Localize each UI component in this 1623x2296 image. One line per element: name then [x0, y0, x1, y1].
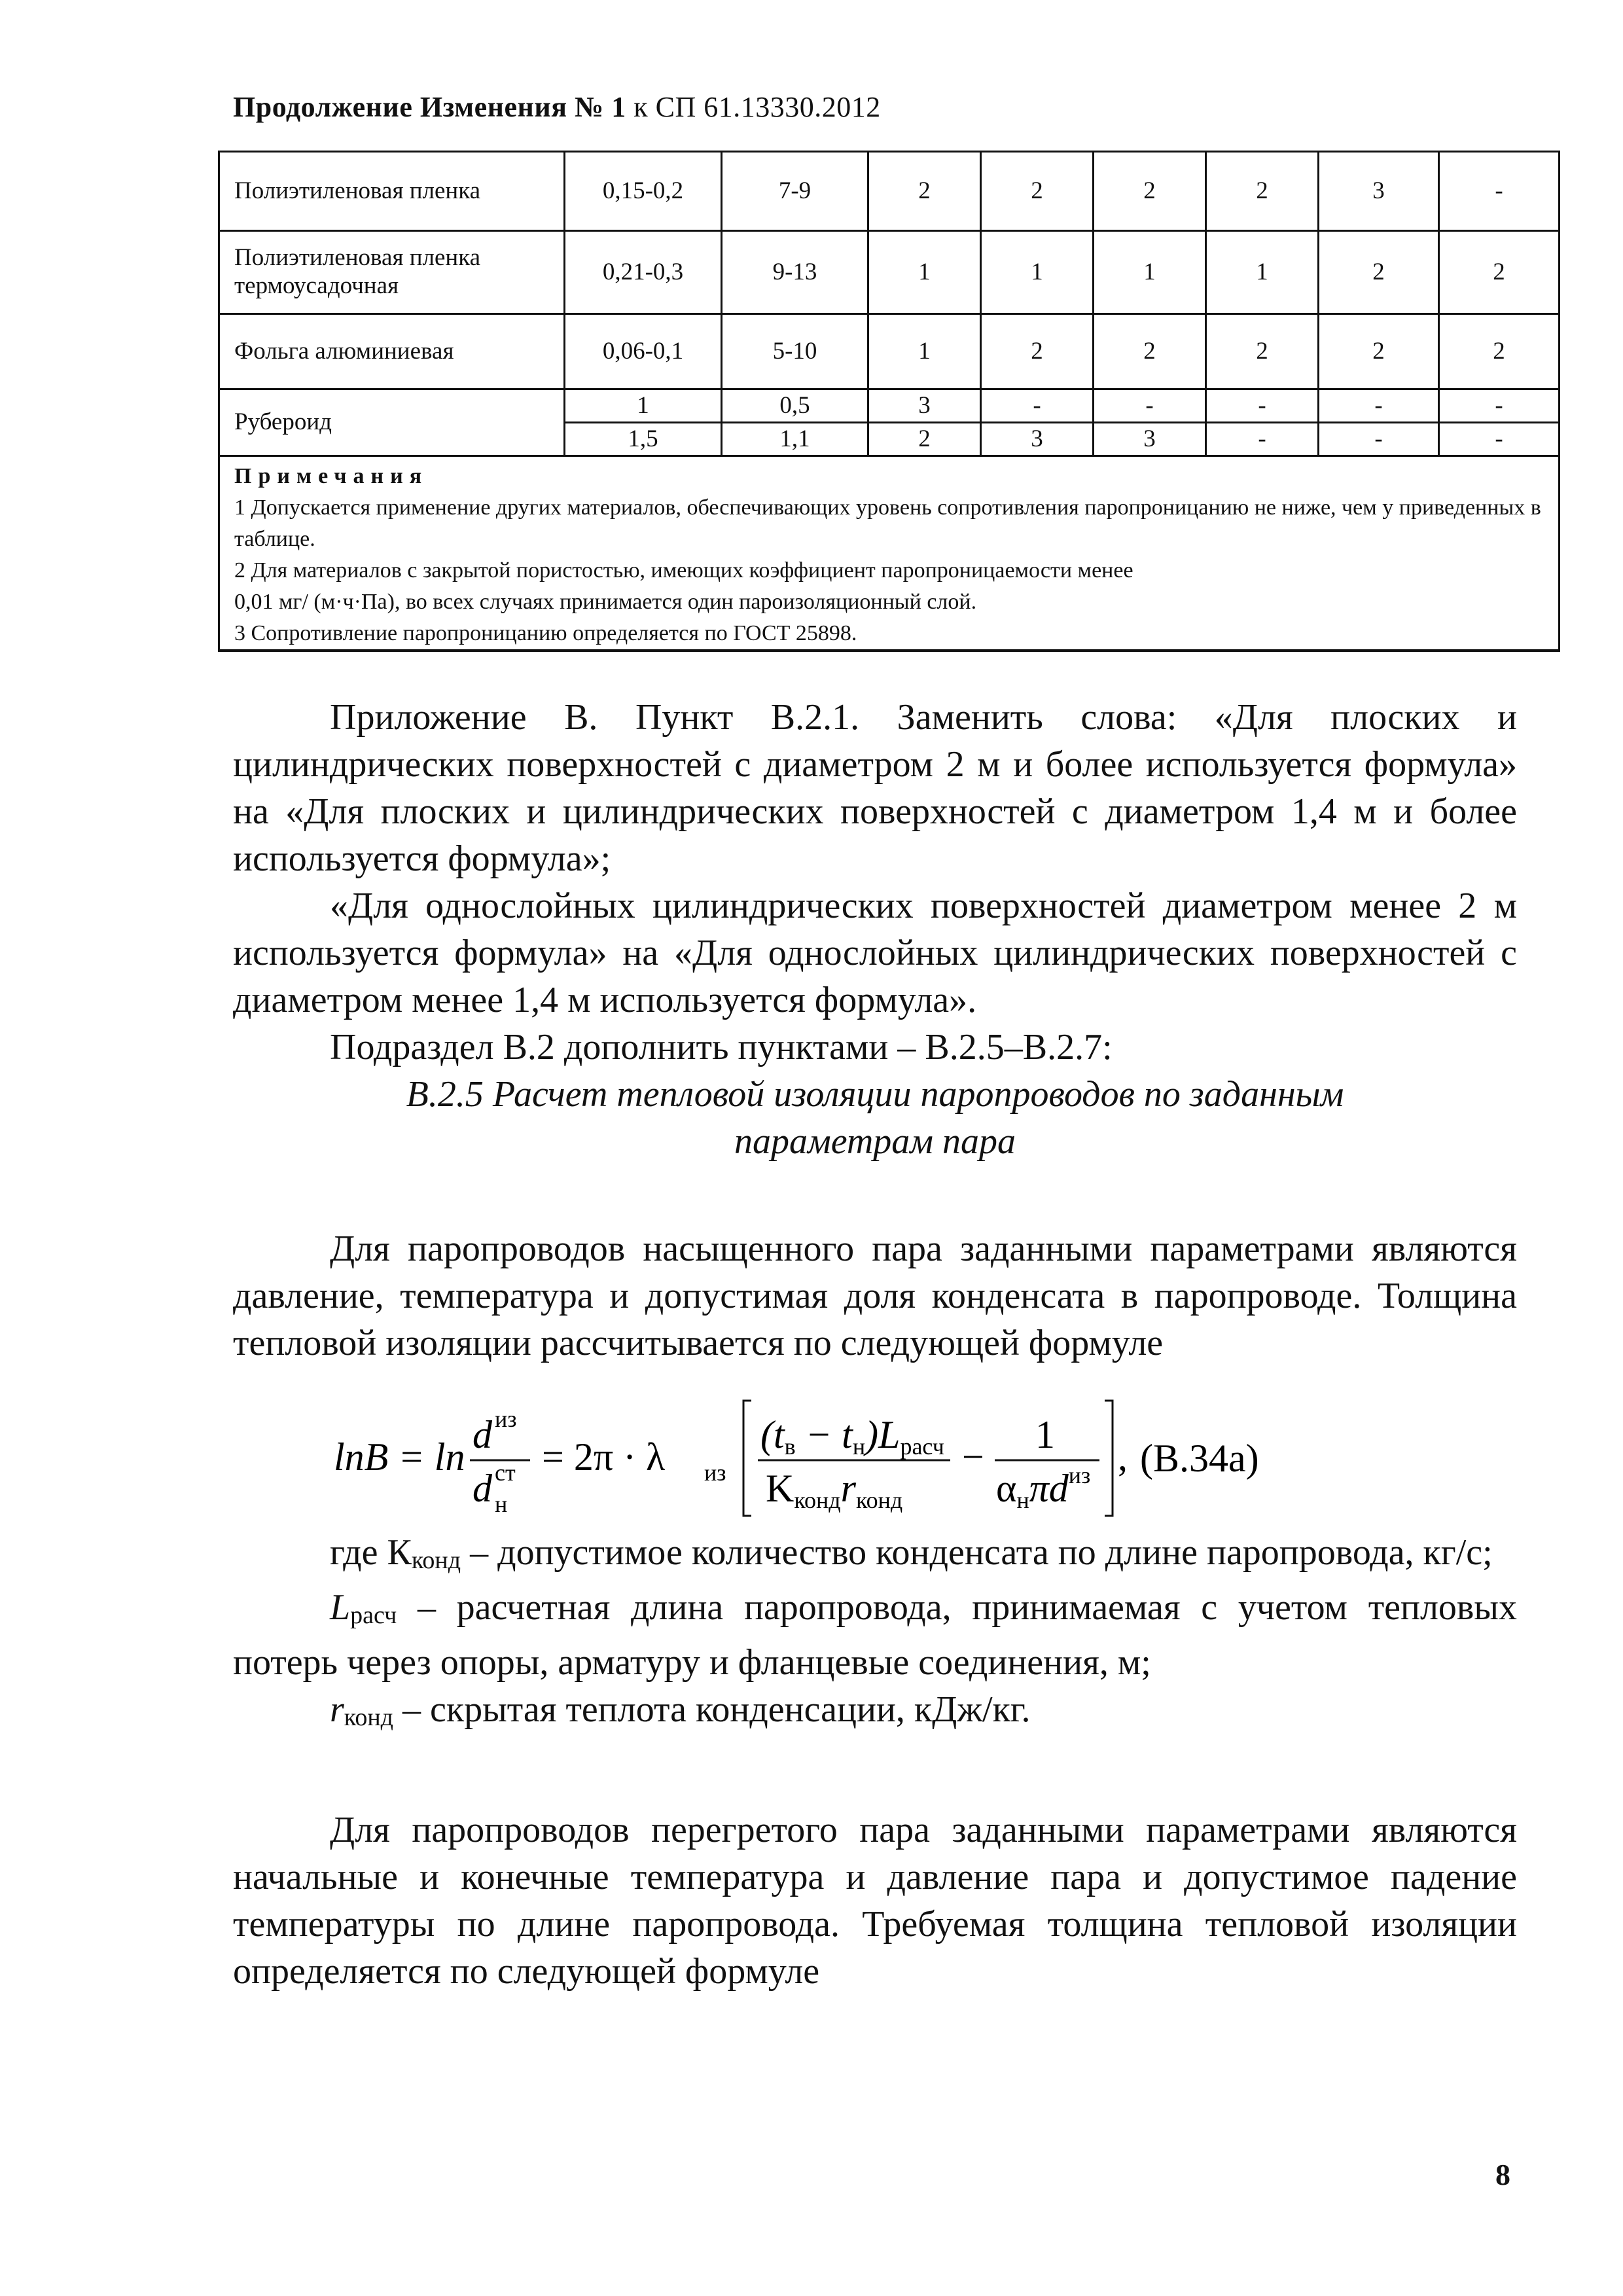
material-name: Фольга алюминиевая	[219, 314, 565, 389]
value-cell: 2	[1319, 231, 1439, 314]
formula-f1-sub-n: н	[852, 1433, 866, 1460]
value-cell: -	[1439, 423, 1560, 456]
where-line-3	[233, 1686, 1517, 1741]
formula-f1-den-r-sub: конд	[855, 1487, 903, 1513]
value-cell: 1	[981, 231, 1094, 314]
value-cell: 2	[1439, 231, 1560, 314]
formula-f2-num: 1	[1035, 1413, 1055, 1456]
material-name: Полиэтиленовая пленка	[219, 152, 565, 231]
formula-b34a	[334, 1393, 1259, 1524]
main-text-block-3	[233, 1529, 1517, 1741]
value-cell: 2	[1094, 314, 1206, 389]
value-cell: 2	[868, 423, 981, 456]
formula-f1-sub-rasch: расч	[900, 1433, 944, 1460]
notes-title: Примечания	[234, 464, 429, 488]
material-name: Рубероид	[219, 389, 565, 456]
formula-f1-close: )L	[865, 1413, 901, 1456]
formula-f1-minus: − t	[795, 1413, 853, 1456]
formula-f2-den-sup: из	[1068, 1462, 1091, 1488]
table-row	[219, 314, 1560, 389]
formula-f1-num	[760, 1413, 944, 1460]
formula-minus: −	[962, 1435, 984, 1479]
where-3-lead: r	[330, 1689, 344, 1730]
value-cell: -	[1319, 389, 1439, 423]
formula-f1-sub-v: в	[784, 1433, 796, 1460]
range-cell: 9-13	[722, 231, 868, 314]
value-cell: -	[1319, 423, 1439, 456]
formula-f2-den	[996, 1462, 1090, 1513]
formula-comma: ,	[1118, 1435, 1128, 1479]
value-cell: 2	[981, 152, 1094, 231]
formula-svg	[334, 1393, 1259, 1524]
where-2-lead: L	[330, 1587, 351, 1628]
formula-sup-st: ст	[495, 1460, 516, 1486]
note-2a: 2 Для материалов с закрытой пористостью, имеющих коэффициент паропроницаемости менее	[234, 558, 1133, 583]
thickness-cell: 0,15-0,2	[565, 152, 722, 231]
material-name: Полиэтиленовая пленка термоусадочная	[219, 231, 565, 314]
main-text-block-4	[233, 1806, 1517, 1995]
value-cell: 2	[1439, 314, 1560, 389]
value-cell: -	[1206, 389, 1319, 423]
value-cell: -	[1439, 152, 1560, 231]
value-cell: 2	[1206, 152, 1319, 231]
range-cell: 0,5	[722, 389, 868, 423]
formula-num-d: d	[473, 1413, 492, 1456]
where-2-rest: – расчетная длина паропровода, принимаемая с учетом тепловых потерь через опоры, арматуру и фланцевые соединения, м;	[233, 1587, 1517, 1683]
value-cell: 1	[1206, 231, 1319, 314]
value-cell: 2	[981, 314, 1094, 389]
range-cell: 1,1	[722, 423, 868, 456]
paragraph-1: Приложение В. Пункт В.2.1. Заменить слова: «Для плоских и цилиндрических поверхностей с диаметром 2 м и более используется формула» на «Для плоских и цилиндрических поверхностей с диаметром 1,4 м и более используется формула»;	[233, 697, 1517, 879]
where-1-rest: – допустимое количество конденсата по длине паропровода, кг/с;	[461, 1532, 1493, 1573]
value-cell: -	[1094, 389, 1206, 423]
header-rest: к СП 61.13330.2012	[626, 91, 881, 123]
formula-f1-den-k-sub: конд	[794, 1487, 841, 1513]
section-heading-line-1: В.2.5 Расчет тепловой изоляции паропроводов по заданным	[406, 1074, 1344, 1115]
value-cell: -	[981, 389, 1094, 423]
formula-f1-den-k: K	[766, 1467, 794, 1510]
materials-table	[218, 151, 1560, 652]
thickness-cell: 0,21-0,3	[565, 231, 722, 314]
formula-f1-den	[766, 1467, 902, 1513]
page-number: 8	[1495, 2158, 1510, 2191]
value-cell: 1	[868, 231, 981, 314]
notes-cell	[219, 456, 1560, 651]
formula-label: (В.34а)	[1140, 1437, 1259, 1480]
thickness-cell: 1	[565, 389, 722, 423]
range-cell: 7-9	[722, 152, 868, 231]
value-cell: 1	[1094, 231, 1206, 314]
header-bold: Продолжение Изменения № 1	[233, 91, 626, 123]
note-3: 3 Сопротивление паропроницанию определяется по ГОСТ 25898.	[234, 621, 857, 645]
paragraph-3: Подраздел В.2 дополнить пунктами – В.2.5–В.2.7:	[330, 1027, 1113, 1067]
main-text-block-2	[233, 1225, 1517, 1367]
note-1: 1 Допускается применение других материалов, обеспечивающих уровень сопротивления паропроницанию не ниже, чем у приведенных в таблице.	[234, 495, 1541, 551]
value-cell: 1	[868, 314, 981, 389]
value-cell: 3	[1094, 423, 1206, 456]
table-row	[219, 389, 1560, 423]
table-row	[219, 152, 1560, 231]
page-header	[233, 90, 881, 124]
formula-f2-den-alpha: α	[996, 1467, 1017, 1510]
paragraph-2: «Для однослойных цилиндрических поверхностей диаметром менее 2 м используется формула» на «Для однослойных цилиндрических поверхностей с диаметром менее 1,4 м используется формула».	[233, 886, 1517, 1020]
notes-row	[219, 456, 1560, 651]
where-2-sub: расч	[350, 1602, 397, 1629]
value-cell: -	[1439, 389, 1560, 423]
table-row	[219, 231, 1560, 314]
where-1-lead: где К	[330, 1532, 412, 1573]
value-cell: 2	[868, 152, 981, 231]
formula-f2-den-rest: πd	[1029, 1467, 1069, 1510]
value-cell: 2	[1206, 314, 1319, 389]
where-3-rest: – скрытая теплота конденсации, кДж/кг.	[393, 1689, 1031, 1730]
note-2b: 0,01 мг/ (м·ч·Па), во всех случаях принимается один пароизоляционный слой.	[234, 590, 977, 614]
where-1-sub: конд	[411, 1547, 461, 1574]
formula-f1-den-r: r	[840, 1467, 856, 1510]
where-3-sub: конд	[344, 1704, 393, 1731]
formula-den-d: d	[473, 1467, 492, 1510]
thickness-cell: 1,5	[565, 423, 722, 456]
section-heading-line-2: параметрам пара	[734, 1121, 1016, 1162]
value-cell: -	[1206, 423, 1319, 456]
thickness-cell: 0,06-0,1	[565, 314, 722, 389]
value-cell: 2	[1319, 314, 1439, 389]
value-cell: 3	[1319, 152, 1439, 231]
where-line-2	[233, 1584, 1517, 1686]
paragraph-5: Для паропроводов перегретого пара заданными параметрами являются начальные и конечные температура и давление пара и допустимое падение температуры по длине паропровода. Требуемая толщина тепловой изоляции определяется по следующей формуле	[233, 1810, 1517, 1992]
formula-f1-open: (t	[760, 1413, 785, 1456]
main-text-block-1	[233, 694, 1517, 1165]
formula-mid: = 2π · λ	[542, 1435, 666, 1479]
formula-sub-n: н	[495, 1491, 508, 1517]
where-line-1	[233, 1529, 1517, 1584]
value-cell: 2	[1094, 152, 1206, 231]
range-cell: 5-10	[722, 314, 868, 389]
formula-lhs: lnB = ln	[334, 1435, 465, 1479]
formula-sup-iz: из	[495, 1406, 517, 1432]
formula-sub-iz: из	[704, 1460, 726, 1486]
value-cell: 3	[868, 389, 981, 423]
formula-f2-den-sub: н	[1016, 1487, 1029, 1513]
value-cell: 3	[981, 423, 1094, 456]
paragraph-4: Для паропроводов насыщенного пара заданными параметрами являются давление, температура и допустимая доля конденсата в паропроводе. Толщина тепловой изоляции рассчитывается по следующей формуле	[233, 1229, 1517, 1363]
